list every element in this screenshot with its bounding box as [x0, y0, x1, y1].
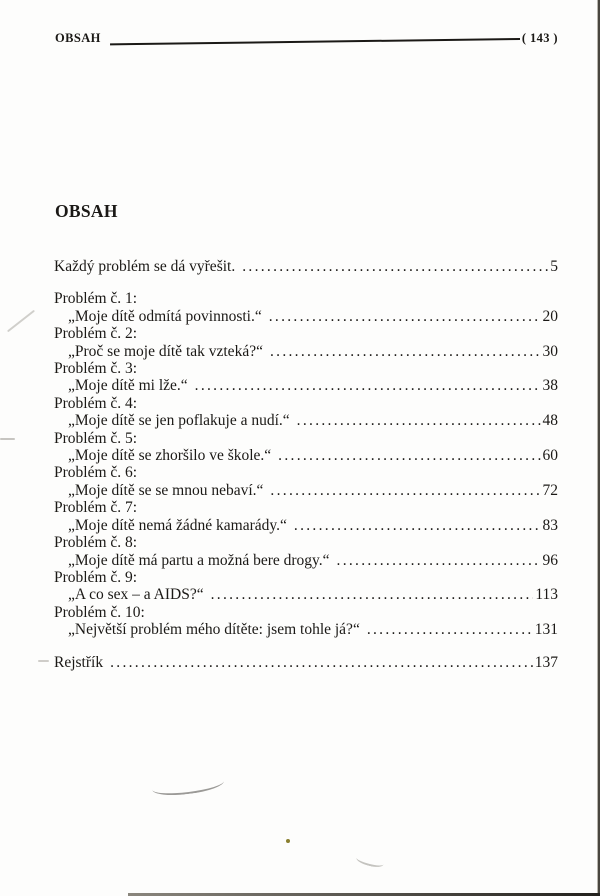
- dot-leader: [110, 654, 533, 671]
- toc-entry-page-number: 131: [534, 621, 558, 639]
- toc-entry-title: „Moje dítě nemá žádné kamarády.“: [68, 516, 287, 534]
- toc-entry-title-row: [54, 517, 558, 534]
- toc-entry-title-row: [54, 447, 558, 464]
- toc-entry-7: [54, 499, 558, 534]
- dot-leader: [337, 552, 541, 569]
- toc-entry-title-row: [54, 586, 558, 603]
- toc-index-row: [54, 654, 558, 671]
- dot-leader: [278, 447, 540, 464]
- toc-entry-2: [54, 325, 558, 360]
- toc-entry-1: [54, 290, 558, 325]
- scan-smudge-mark: [355, 853, 385, 869]
- header-rule: [110, 38, 520, 45]
- toc-entry-heading-row: [54, 534, 558, 551]
- toc-entry-heading-row: [54, 604, 558, 621]
- toc-entry-title: „Moje dítě odmítá povinnosti.“: [68, 307, 262, 325]
- toc-entry-title: „Moje dítě mi lže.“: [68, 377, 188, 395]
- toc-entry-title: „A co sex – a AIDS?“: [68, 586, 204, 604]
- toc-entry-3: [54, 360, 558, 395]
- toc-entry-heading: Problém č. 7:: [54, 499, 138, 517]
- toc-entry-page-number: 30: [542, 342, 558, 360]
- scan-edge-right-soft: [597, 0, 598, 896]
- toc-entry-heading-row: [54, 395, 558, 412]
- toc-entry-heading: Problém č. 4:: [54, 394, 138, 412]
- toc-entry-heading-row: [54, 325, 558, 342]
- toc-entry-10: [54, 604, 558, 639]
- dot-leader: [270, 482, 540, 499]
- toc-entry-page-number: 38: [542, 377, 558, 395]
- toc-entry-title: „Moje dítě se jen poflakuje a nudí.“: [68, 412, 290, 430]
- toc-entry-heading-row: [54, 430, 558, 447]
- toc-entry-title-row: [54, 412, 558, 429]
- toc-entry-heading-row: [54, 360, 558, 377]
- toc-entry-page-number: 60: [542, 447, 558, 465]
- toc-entry-heading: Problém č. 1:: [54, 290, 138, 308]
- scan-pencil-mark-2: [0, 438, 15, 440]
- toc-entry-heading: Problém č. 9:: [54, 568, 138, 586]
- scan-smudge-arc: [151, 773, 225, 799]
- dot-leader: [367, 621, 533, 638]
- dot-leader: [297, 412, 541, 429]
- toc-entry-heading: Problém č. 10:: [54, 603, 145, 621]
- toc-entry-title-row: [54, 482, 558, 499]
- toc-problem-list: [54, 290, 558, 638]
- scan-pencil-mark-3: [38, 660, 49, 662]
- scan-speck: [286, 839, 290, 843]
- toc-entry-heading: Problém č. 2:: [54, 325, 138, 343]
- toc-entry-heading-row: [54, 499, 558, 516]
- toc-entry-9: [54, 569, 558, 604]
- toc-index-label: Rejstřík: [54, 653, 104, 671]
- toc-intro-page-number: 5: [550, 258, 558, 275]
- toc-entry-4: [54, 395, 558, 430]
- running-header: [55, 31, 558, 46]
- toc-entry-title: „Moje dítě má partu a možná bere drogy.“: [68, 551, 330, 569]
- toc-entry-heading: Problém č. 6:: [54, 464, 138, 482]
- toc-content: [54, 202, 558, 671]
- toc-entry-6: [54, 464, 558, 499]
- toc-entry-title: „Největší problém mého dítěte: jsem tohle já?“: [68, 621, 360, 639]
- dot-leader: [211, 586, 534, 603]
- toc-entry-page-number: 20: [542, 307, 558, 325]
- toc-entry-title: „Proč se moje dítě tak vzteká?“: [68, 342, 263, 360]
- toc-entry-title-row: [54, 377, 558, 394]
- toc-entry-page-number: 113: [535, 586, 558, 604]
- toc-intro-label: Každý problém se dá vyřešit.: [54, 258, 236, 275]
- toc-entry-heading-row: [54, 569, 558, 586]
- toc-entry-title: „Moje dítě se zhoršilo ve škole.“: [68, 447, 272, 465]
- dot-leader: [270, 343, 541, 360]
- dot-leader: [294, 517, 541, 534]
- toc-entry-5: [54, 430, 558, 465]
- running-header-title: OBSAH: [55, 31, 101, 45]
- dot-leader: [195, 377, 541, 394]
- dot-leader: [269, 308, 541, 325]
- scan-pencil-mark-1: [7, 310, 35, 333]
- toc-index-page-number: 137: [534, 653, 558, 671]
- toc-entry-title-row: [54, 621, 558, 638]
- toc-entry-title: „Moje dítě se se mnou nebaví.“: [68, 481, 264, 499]
- toc-entry-heading-row: [54, 464, 558, 481]
- dot-leader: [242, 258, 548, 275]
- toc-entry-title-row: [54, 552, 558, 569]
- toc-entry-heading: Problém č. 8:: [54, 534, 138, 552]
- toc-entry-page-number: 48: [542, 412, 558, 430]
- toc-entry-heading: Problém č. 5:: [54, 429, 138, 447]
- toc-entry-page-number: 83: [542, 516, 558, 534]
- toc-intro-row: [54, 258, 558, 275]
- toc-entry-heading-row: [54, 290, 558, 307]
- toc-entry-8: [54, 534, 558, 569]
- toc-entry-title-row: [54, 308, 558, 325]
- toc-entry-heading: Problém č. 3:: [54, 360, 138, 378]
- page-title: OBSAH: [55, 201, 118, 221]
- toc-entry-title-row: [54, 343, 558, 360]
- page-folio: ( 143 ): [521, 31, 558, 45]
- toc-entry-page-number: 96: [542, 551, 558, 569]
- toc-entry-page-number: 72: [542, 481, 558, 499]
